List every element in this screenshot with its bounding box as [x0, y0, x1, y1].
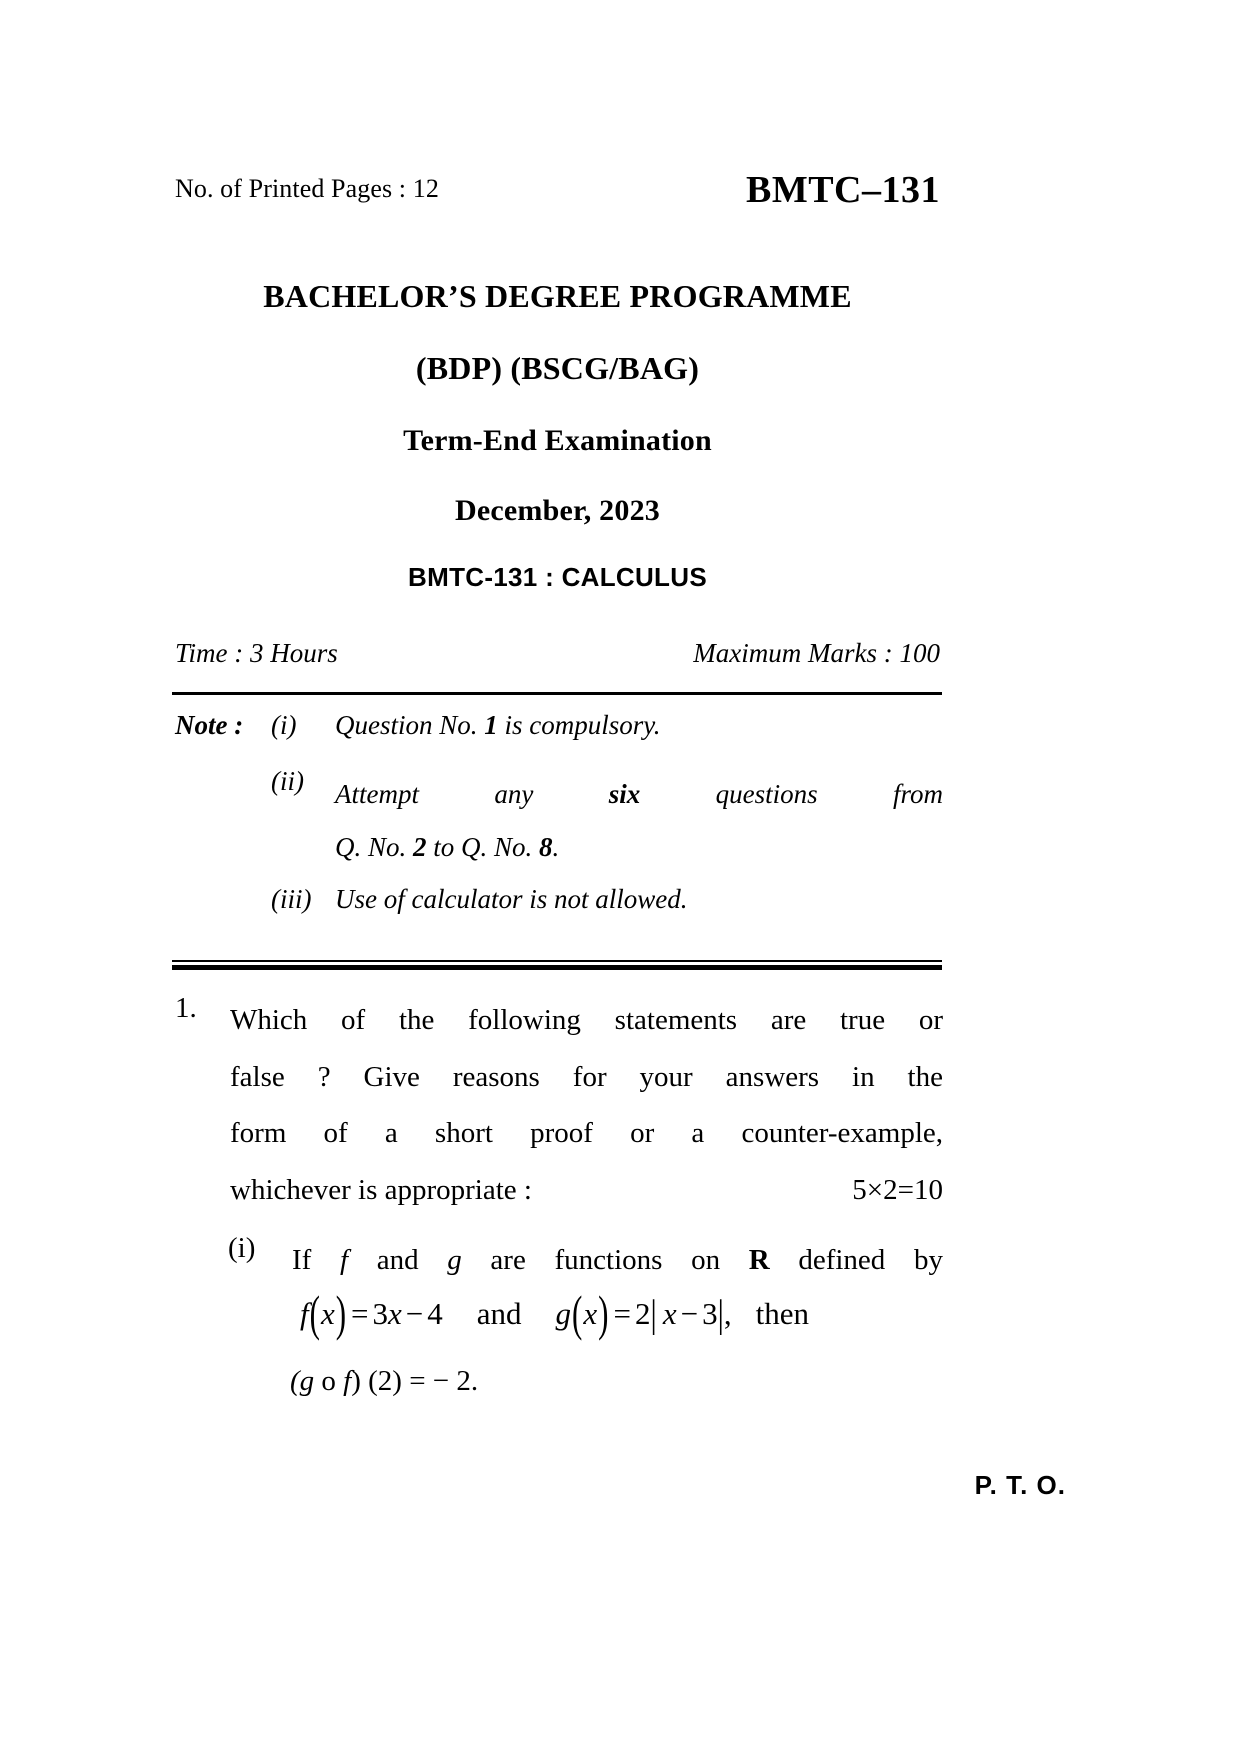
part-i-text-b: and — [348, 1244, 448, 1276]
exam-date-label: December, 2023 — [455, 494, 660, 527]
question-1-number: 1. — [175, 992, 197, 1024]
formula-g-of-x: g(x) = 2| x − 3|, — [555, 1285, 732, 1342]
note-ii-l2-after: . — [552, 831, 560, 862]
exam-info-row — [175, 638, 940, 678]
note-divider-double-rule — [172, 960, 942, 969]
formula-then-word: then — [755, 1296, 809, 1331]
question-1-line3: form of a short proof or a counter-example, — [230, 1117, 943, 1150]
part-i-conclusion: (g o f) (2) = − 2. — [290, 1365, 479, 1397]
page-turn-over-label: P. T. O. — [974, 1470, 1066, 1500]
part-i-text-a: If — [292, 1244, 340, 1276]
subject-title-label: BMTC-131 : CALCULUS — [408, 562, 707, 592]
note-ii-l2-before: Q. No. — [335, 831, 414, 862]
divider-thick-line — [172, 965, 942, 970]
note-item-i — [175, 712, 943, 768]
note-ii-bold-q8: 8 — [539, 831, 553, 862]
part-i-formula-line — [300, 1285, 809, 1342]
note-text-i — [335, 712, 943, 739]
part-i-text-d: defined by — [769, 1244, 943, 1276]
course-code-label: BMTC–131 — [746, 169, 940, 211]
question-1-part-i — [228, 1232, 943, 1289]
note-marker-iii: (iii) — [271, 884, 312, 914]
question-1-text — [230, 992, 943, 1218]
question-1 — [175, 992, 943, 1218]
note-ii-before: Attempt any — [335, 779, 609, 809]
part-i-text-c: are functions on — [461, 1244, 749, 1276]
note-ii-after: questions from — [640, 779, 943, 809]
time-allowed-label: Time : 3 Hours — [175, 638, 338, 668]
part-i-var-g: g — [447, 1244, 462, 1276]
part-i-line1 — [292, 1232, 943, 1289]
header-divider-rule — [172, 692, 942, 695]
question-1-marks: 5×2=10 — [852, 1173, 943, 1206]
formula-f-of-x: f(x) = 3x − 4 — [300, 1285, 443, 1342]
note-marker-i: (i) — [271, 710, 297, 740]
note-label: Note : — [175, 710, 244, 740]
note-i-bold-number: 1 — [484, 710, 498, 740]
exam-type-label: Term-End Examination — [403, 424, 712, 457]
question-1-line2: false ? Give reasons for your answers in the — [230, 1060, 943, 1093]
part-i-set-R: R — [748, 1244, 770, 1276]
note-text-ii — [335, 768, 943, 873]
note-text-iii: Use of calculator is not allowed. — [335, 884, 688, 914]
note-ii-bold-six: six — [608, 779, 641, 809]
note-ii-bold-q2: 2 — [413, 831, 427, 862]
part-i-var-f: f — [339, 1244, 349, 1276]
printed-pages-label: No. of Printed Pages : 12 — [175, 174, 439, 203]
divider-thin-line — [172, 960, 942, 962]
formula-and-word: and — [476, 1296, 522, 1331]
note-i-text-after: is compulsory. — [497, 710, 661, 740]
note-item-iii — [175, 886, 943, 942]
part-i-conclusion-line — [290, 1365, 478, 1398]
programme-title-line2: (BDP) (BSCG/BAG) — [415, 350, 700, 386]
note-block — [175, 712, 943, 942]
note-ii-line1 — [335, 768, 943, 821]
note-ii-l2-mid: to Q. No. — [426, 831, 540, 862]
question-1-line1: Which of the following statements are true or — [230, 1004, 943, 1036]
programme-title-line1: BACHELOR’S DEGREE PROGRAMME — [263, 278, 852, 314]
note-i-text-before: Question No. — [335, 710, 485, 740]
note-ii-line2 — [335, 821, 943, 874]
note-item-ii — [175, 768, 943, 886]
maximum-marks-label: Maximum Marks : 100 — [693, 638, 940, 668]
question-1-part-i-marker: (i) — [228, 1232, 256, 1264]
note-marker-ii: (ii) — [271, 766, 304, 796]
header-row — [175, 168, 940, 218]
question-1-line4-text: whichever is appropriate : — [230, 1173, 532, 1206]
question-1-part-i-text — [292, 1232, 943, 1289]
question-1-line4 — [230, 1162, 943, 1219]
